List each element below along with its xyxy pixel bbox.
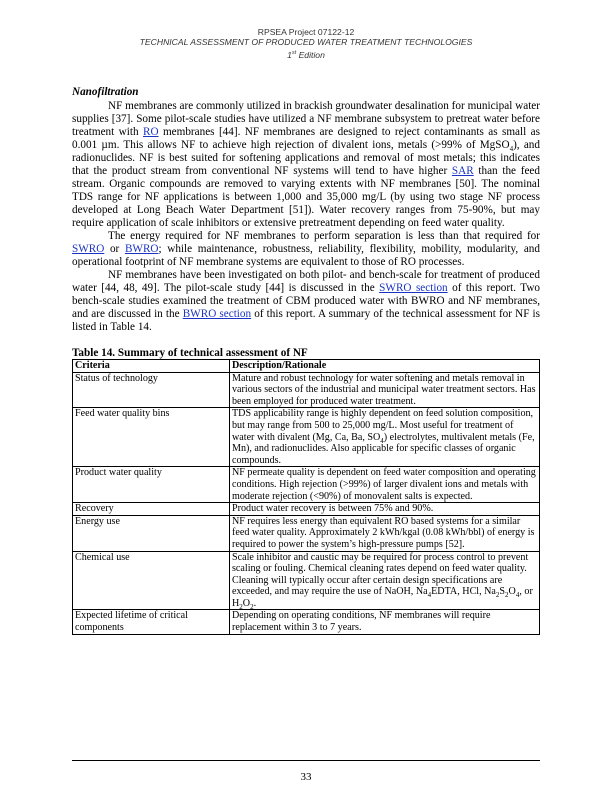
criteria-cell: Energy use xyxy=(73,515,230,551)
table-row xyxy=(73,610,540,634)
link-bwro[interactable]: BWRO xyxy=(124,243,159,255)
description-cell: Product water recovery is between 75% and 90%. xyxy=(230,503,540,516)
page-header xyxy=(0,27,612,60)
table-row xyxy=(73,408,540,467)
page-body xyxy=(72,86,540,635)
criteria-cell: Expected lifetime of critical components xyxy=(73,610,230,634)
link-sar[interactable]: SAR xyxy=(451,165,474,177)
description-cell: TDS applicability range is highly dependent on feed solution composition, but may range from 500 to 25,000 mg/L. Most useful for treatment of water with divalent (Mg, Ca, Ba, $SO_4$) electrolytes, multivalent metals (Fe, Mn), and radionuclides. Also applicable for specific classes of organic compounds. xyxy=(230,408,540,467)
paragraph-3: NF membranes have been investigated on both pilot- and bench-scale for treatment of produced water [44, 48, 49]. The pilot-scale study [44] is discussed in the SWRO section of this report. Two bench-scale studies examined the treatment of CBM produced water with BWRO and NF membranes, and are discussed in the BWRO section of this report. A summary of the technical assessment for NF is listed in Table 14. xyxy=(72,269,541,333)
paragraph-1: NF membranes are commonly utilized in brackish groundwater desalination for municipal water supplies [37]. Some pilot-scale studies have utilized a NF membrane subsystem to pretreat water before treatment with RO membranes [44]. NF membranes are designed to reject contaminants as small as 0.001 µm. This allows NF to achieve high rejection of divalent ions, metals (>99% of MgSO$_4$), and radionuclides. NF is best suited for softening applications and removal of most metals; this indicates that the product stream from conventional NF systems will tend to have higher SAR than the feed stream. Organic compounds are removed to varying extents with NF membranes [50]. The nominal TDS range for NF applications is between 1,000 and 35,000 mg/L (by using two stage NF process developed at Long Beach Water Department [51]). Water recovery ranges from 75-90%, but may require application of scale inhibitors or extensive pretreatment depending on feed water quality. xyxy=(72,100,540,229)
header-project: RPSEA Project 07122-12 xyxy=(257,27,355,37)
page-number: 33 xyxy=(300,771,312,783)
link-bwro-section[interactable]: BWRO section xyxy=(182,308,252,320)
criteria-cell: Recovery xyxy=(73,503,230,516)
header-edition xyxy=(0,48,612,60)
column-header-criteria: Criteria xyxy=(73,360,230,373)
table-header-row xyxy=(73,360,540,373)
criteria-cell: Feed water quality bins xyxy=(73,408,230,467)
table-title: Table 14. Summary of technical assessment of NF xyxy=(72,347,308,359)
criteria-cell: Chemical use xyxy=(73,551,230,610)
table-row xyxy=(73,372,540,408)
link-ro[interactable]: RO xyxy=(142,126,159,138)
edition-word: Edition xyxy=(296,49,325,60)
table-row xyxy=(73,503,540,516)
edition-superscript: st xyxy=(291,49,297,56)
header-title: TECHNICAL ASSESSMENT OF PRODUCED WATER TREATMENT TECHNOLOGIES xyxy=(139,37,473,48)
paragraph-2: The energy required for NF membranes to perform separation is less than that required for SWRO or BWRO; while maintenance, robustness, reliability, flexibility, mobility, modularity, and operational footprint of NF membrane systems are equivalent to those of RO processes. xyxy=(72,230,540,268)
table-row xyxy=(73,467,540,503)
edition-number: 1 xyxy=(287,49,292,60)
description-cell: Mature and robust technology for water softening and metals removal in various sectors of the industrial and municipal water treatment sectors. Has been employed for produced water treatment. xyxy=(230,372,540,408)
criteria-cell: Product water quality xyxy=(73,467,230,503)
link-swro[interactable]: SWRO xyxy=(72,243,105,255)
footer-rule xyxy=(72,760,540,761)
description-cell: NF permeate quality is dependent on feed water composition and operating conditions. High rejection (>99%) of larger divalent ions and metals with moderate rejection (<90%) of monovalent salts is expected. xyxy=(230,467,540,503)
criteria-cell: Status of technology xyxy=(73,372,230,408)
link-swro-section[interactable]: SWRO section xyxy=(379,282,448,294)
description-cell: NF requires less energy than equivalent RO based systems for a similar feed water quality. Approximately 2 kWh/kgal (0.08 kWh/bbl) of energy is required to power the system’s high-pressure pumps [52]. xyxy=(230,515,540,551)
table-row xyxy=(73,515,540,551)
description-cell: Scale inhibitor and caustic may be required for process control to prevent scaling or fouling. Chemical cleaning rates depend on feed water quality. Cleaning will typically occur after certain design specifications are exceeded, and may require the use of NaOH, $Na_4EDTA$, HCl, $Na_2S_2O_4$, or $H_2O_2$. xyxy=(230,551,540,610)
description-cell: Depending on operating conditions, NF membranes will require replacement within 3 to 7 years. xyxy=(230,610,540,634)
table-row xyxy=(73,551,540,610)
column-header-description: Description/Rationale xyxy=(230,360,540,373)
section-title: Nanofiltration xyxy=(72,86,139,98)
assessment-table xyxy=(72,359,540,635)
